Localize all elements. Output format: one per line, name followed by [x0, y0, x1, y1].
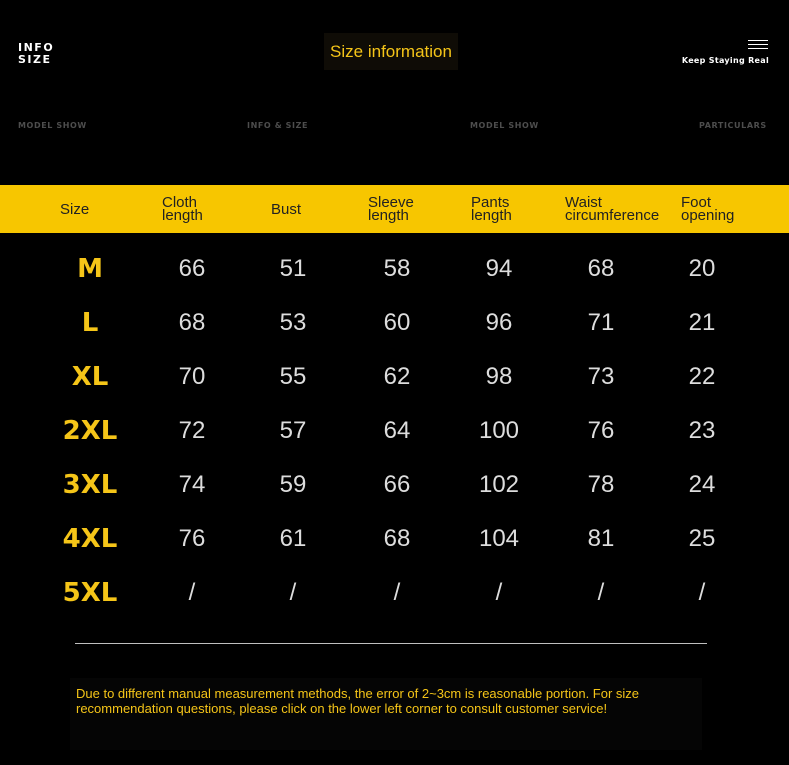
tagline: Keep Staying Real: [681, 56, 769, 65]
page-title-box: [324, 33, 458, 70]
size-table-body: [0, 242, 789, 620]
column-header-line: Foot: [681, 194, 712, 211]
nav-model-show[interactable]: MODEL SHOW: [18, 121, 87, 130]
logo-line-1: INFO: [18, 41, 55, 54]
measurement-note: Due to different manual measurement methods, the error of 2~3cm is reasonable portion. For size recommendation questions, please click on the lower left corner to consult customer service!: [76, 686, 640, 716]
column-header: [368, 185, 414, 233]
hamburger-icon[interactable]: [748, 40, 768, 49]
table-cell: 76: [587, 417, 615, 444]
table-row: [0, 242, 789, 296]
table-cell: 24: [688, 471, 716, 498]
column-header-line: length: [162, 207, 203, 224]
table-cell: 60: [383, 309, 411, 336]
table-cell: 51: [279, 255, 307, 282]
table-cell: 96: [485, 309, 513, 336]
table-cell: 58: [383, 255, 411, 282]
size-label: 3XL: [62, 470, 118, 500]
column-header-line: Size: [60, 200, 90, 218]
table-cell: 76: [178, 525, 206, 552]
column-header-line: Bust: [271, 200, 302, 218]
table-cell: 73: [587, 363, 615, 390]
table-cell: 59: [279, 471, 307, 498]
table-cell: 72: [178, 417, 206, 444]
table-header: [0, 185, 789, 233]
size-label: 4XL: [62, 524, 118, 554]
table-cell: /: [393, 579, 401, 606]
table-row: [0, 566, 789, 620]
table-cell: 66: [178, 255, 206, 282]
column-header-line: Waist: [565, 194, 602, 211]
size-label: 5XL: [62, 578, 118, 608]
column-header-line: circumference: [565, 207, 660, 224]
table-cell: 20: [688, 255, 716, 282]
table-cell: 78: [587, 471, 615, 498]
table-row: [0, 350, 789, 404]
column-header-line: length: [368, 207, 409, 224]
size-label: M: [77, 254, 103, 284]
table-cell: 62: [383, 363, 411, 390]
column-header: [565, 185, 659, 233]
divider: [75, 643, 707, 644]
nav-particulars[interactable]: PARTICULARS: [699, 121, 767, 130]
column-header-line: Pants: [471, 194, 510, 211]
column-header-line: length: [471, 207, 512, 224]
table-row: [0, 512, 789, 566]
table-row: [0, 458, 789, 512]
column-header-line: Sleeve: [368, 194, 414, 211]
table-row: [0, 296, 789, 350]
column-header: [162, 185, 203, 233]
table-cell: 66: [383, 471, 411, 498]
table-cell: 25: [688, 525, 716, 552]
column-header: [681, 185, 734, 233]
size-label: XL: [71, 362, 109, 392]
table-cell: /: [698, 579, 706, 606]
table-cell: 61: [279, 525, 307, 552]
table-cell: 71: [587, 309, 615, 336]
page-title: Size information: [330, 41, 452, 61]
column-header: [471, 185, 512, 233]
table-cell: 55: [279, 363, 307, 390]
table-cell: /: [188, 579, 196, 606]
column-header: [271, 185, 301, 233]
table-cell: 104: [478, 525, 520, 552]
table-cell: /: [289, 579, 297, 606]
table-cell: /: [495, 579, 503, 606]
table-cell: 81: [587, 525, 615, 552]
column-header-line: Cloth: [162, 194, 198, 211]
brand-logo: [18, 42, 54, 66]
table-cell: 68: [587, 255, 615, 282]
table-cell: 21: [688, 309, 716, 336]
table-cell: 53: [279, 309, 307, 336]
table-cell: 74: [178, 471, 206, 498]
column-header-line: opening: [681, 207, 735, 224]
table-cell: /: [597, 579, 605, 606]
size-label: L: [81, 308, 99, 338]
note-box: [70, 678, 702, 750]
table-cell: 102: [478, 471, 520, 498]
logo-line-2: SIZE: [18, 53, 52, 66]
nav-info-size[interactable]: INFO & SIZE: [247, 121, 309, 130]
table-cell: 22: [688, 363, 716, 390]
table-row: [0, 404, 789, 458]
size-label: 2XL: [62, 416, 118, 446]
column-header: [60, 185, 89, 233]
table-cell: 64: [383, 417, 411, 444]
table-cell: 70: [178, 363, 206, 390]
table-cell: 57: [279, 417, 307, 444]
table-cell: 98: [485, 363, 513, 390]
table-cell: 68: [178, 309, 206, 336]
table-cell: 100: [478, 417, 520, 444]
nav-model-show-2[interactable]: MODEL SHOW: [470, 121, 539, 130]
table-cell: 68: [383, 525, 411, 552]
table-cell: 23: [688, 417, 716, 444]
table-cell: 94: [485, 255, 513, 282]
